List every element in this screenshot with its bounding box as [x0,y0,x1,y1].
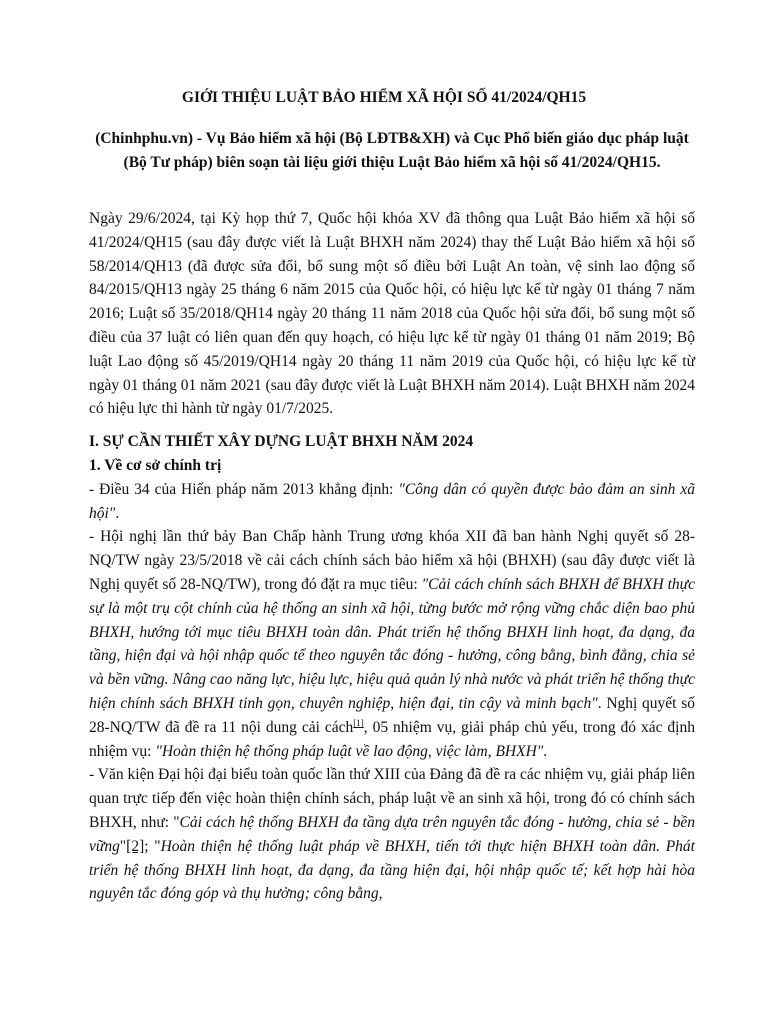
lead-paragraph: (Chinhphu.vn) - Vụ Bảo hiểm xã hội (Bộ LĐTB&XH) và Cục Phổ biến giáo dục pháp luật (Bộ Tư pháp) biên soạn tài liệu giới thiệu Luật Bảo hiểm xã hội số 41/2024/QH15. [95,130,689,171]
footnote-link-2[interactable]: [2] [126,837,145,855]
bullet-paragraph-3: - Văn kiện Đại hội đại biểu toàn quốc lần thứ XIII của Đảng đã đề ra các nhiệm vụ, giải pháp liên quan trực tiếp đến việc hoàn thiện chính sách, pháp luật về an sinh xã hội, trong đó có chính sách BHXH, như: "Cải cách hệ thống BHXH đa tầng dựa trên nguyên tắc đóng - hưởng, chia sẻ - bền vững"[2]; "Hoàn thiện hệ thống luật pháp về BHXH, tiến tới thực hiện BHXH toàn dân. Phát triển hệ thống BHXH linh hoạt, đa dạng, đa tầng hiện đại, hội nhập quốc tế; kết hợp hài hòa nguyên tắc đóng góp và thụ hưởng; công bằng, [89,766,695,903]
section-heading: I. SỰ CẦN THIẾT XÂY DỰNG LUẬT BHXH NĂM 2024 [89,433,474,451]
document-title: GIỚI THIỆU LUẬT BẢO HIỂM XÃ HỘI SỐ 41/2024/QH15 [181,89,587,106]
quote: Hoàn thiện hệ thống luật pháp về BHXH, tiến tới thực hiện BHXH toàn dân. Phát triển hệ thống BHXH linh hoạt, đa dạng, đa tầng hiện đại, hội nhập quốc tế; kết hợp hài hòa nguyên tắc đóng góp và thụ hưởng; công bằng, [89,837,695,903]
quote: Cải cách hệ thống BHXH đa tầng dựa trên nguyên tắc đóng - hưởng, chia sẻ - bền vững [89,813,695,855]
quote: "Hoàn thiện hệ thống pháp luật về lao động, việc làm, BHXH" [155,742,544,760]
intro-paragraph: Ngày 29/6/2024, tại Kỳ họp thứ 7, Quốc hội khóa XV đã thông qua Luật Bảo hiểm xã hội số 41/2024/QH15 (sau đây được viết là Luật BHXH năm 2024) thay thế Luật Bảo hiểm xã hội số 58/2014/QH13 (đã được sửa đổi, bổ sung một số điều bởi Luật An toàn, vệ sinh lao động số 84/2015/QH13 ngày 25 tháng 6 năm 2015 của Quốc hội, có hiệu lực kể từ ngày 01 tháng 7 năm 2016; Luật số 35/2018/QH14 ngày 20 tháng 11 năm 2018 của Quốc hội sửa đổi, bổ sung một số điều của 37 luật có liên quan đến quy hoạch, có hiệu lực kể từ ngày 01 tháng 01 năm 2019; Bộ luật Lao động số 45/2019/QH14 ngày 20 tháng 11 năm 2019 của Quốc hội, có hiệu lực kể từ ngày 01 tháng 01 năm 2021 (sau đây được viết là Luật BHXH năm 2014). Luật BHXH năm 2024 có hiệu lực thi hành từ ngày 01/7/2025. [89,210,695,418]
bullet-paragraph-1: - Điều 34 của Hiến pháp năm 2013 khẳng định: "Công dân có quyền được bảo đảm an sinh xã hội". [89,480,695,522]
quote: "Công dân có quyền được bảo đảm an sinh xã hội" [89,480,695,522]
quote: "Cải cách chính sách BHXH để BHXH thực sự là một trụ cột chính của hệ thống an sinh xã hội, từng bước mở rộng vững chắc diện bao phủ BHXH, hướng tới mục tiêu BHXH toàn dân. Phát triển hệ thống BHXH linh hoạt, đa dạng, đa tầng, hiện đại và hội nhập quốc tế theo nguyên tắc đóng - hưởng, công bằng, bình đẳng, chia sẻ và bền vững. Nâng cao năng lực, hiệu lực, hiệu quả quản lý nhà nước và phát triển hệ thống thực hiện chính sách BHXH tinh gọn, chuyên nghiệp, hiện đại, tin cậy và minh bạch" [89,575,695,712]
subsection-heading: 1. Về cơ sở chính trị [89,456,222,474]
document-body [89,207,695,906]
footnote-link-1[interactable]: [1] [353,717,364,728]
bullet-paragraph-2: - Hội nghị lần thứ bảy Ban Chấp hành Trung ương khóa XII đã ban hành Nghị quyết số 28-NQ/TW ngày 23/5/2018 về cải cách chính sách bảo hiểm xã hội (BHXH) (sau đây được viết là Nghị quyết số 28-NQ/TW), trong đó đặt ra mục tiêu: "Cải cách chính sách BHXH để BHXH thực sự là một trụ cột chính của hệ thống an sinh xã hội, từng bước mở rộng vững chắc diện bao phủ BHXH, hướng tới mục tiêu BHXH toàn dân. Phát triển hệ thống BHXH linh hoạt, đa dạng, đa tầng, hiện đại và hội nhập quốc tế theo nguyên tắc đóng - hưởng, công bằng, bình đẳng, chia sẻ và bền vững. Nâng cao năng lực, hiệu lực, hiệu quả quản lý nhà nước và phát triển hệ thống thực hiện chính sách BHXH tinh gọn, chuyên nghiệp, hiện đại, tin cậy và minh bạch". Nghị quyết số 28-NQ/TW đã đề ra 11 nội dung cải cách[1], 05 nhiệm vụ, giải pháp chủ yếu, trong đó xác định nhiệm vụ: "Hoàn thiện hệ thống pháp luật về lao động, việc làm, BHXH". [89,528,695,760]
